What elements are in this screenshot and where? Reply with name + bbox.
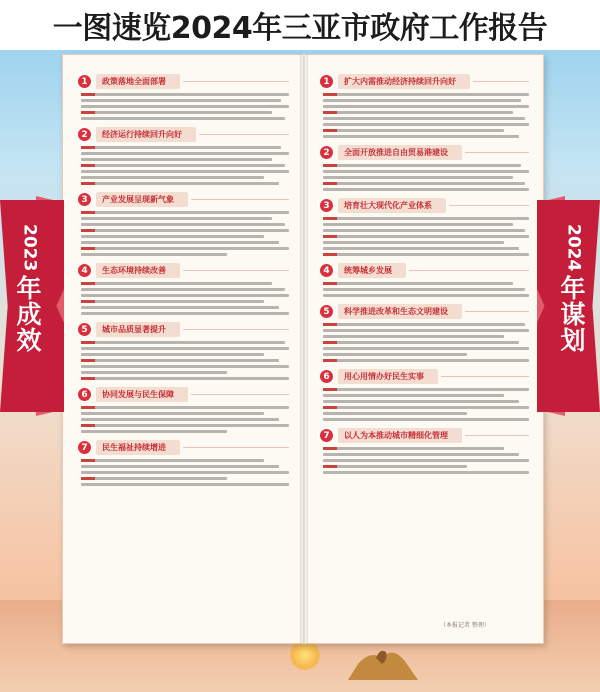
text-line xyxy=(323,282,513,285)
text-line xyxy=(323,123,529,126)
text-line xyxy=(323,418,529,421)
text-line xyxy=(81,111,272,114)
section-header xyxy=(77,439,289,456)
section-body-text xyxy=(319,323,529,362)
section-body-text xyxy=(319,93,529,138)
text-line xyxy=(81,353,264,356)
text-line xyxy=(81,294,289,297)
report-section xyxy=(319,144,529,191)
text-line xyxy=(81,217,272,220)
section-number-badge: 2 xyxy=(77,127,92,142)
section-body-text xyxy=(319,282,529,297)
right-ribbon-char: 谋 xyxy=(560,300,586,330)
text-line xyxy=(323,105,529,108)
text-line xyxy=(323,335,504,338)
text-line xyxy=(323,459,529,462)
section-number-badge: 5 xyxy=(319,304,334,319)
text-line xyxy=(323,129,504,132)
section-number-badge: 7 xyxy=(319,428,334,443)
section-body-text xyxy=(319,388,529,421)
right-ribbon-text xyxy=(558,224,588,354)
text-line xyxy=(323,359,529,362)
text-line xyxy=(323,471,529,474)
section-body-text xyxy=(77,93,289,120)
text-line xyxy=(81,347,289,350)
text-line xyxy=(323,253,529,256)
text-line xyxy=(81,471,289,474)
text-line xyxy=(81,412,264,415)
text-line xyxy=(81,465,279,468)
left-ribbon-char: 成 xyxy=(16,300,42,330)
section-number-badge: 4 xyxy=(319,263,334,278)
text-line xyxy=(323,353,467,356)
left-ribbon-year: 2023 xyxy=(19,224,40,272)
section-title: 民生福祉持续增进 xyxy=(96,440,180,455)
section-body-text xyxy=(319,447,529,474)
section-header xyxy=(319,427,529,444)
text-line xyxy=(323,406,529,409)
text-line xyxy=(323,170,529,173)
title-banner xyxy=(0,0,600,50)
section-body-text xyxy=(319,217,529,256)
text-line xyxy=(81,99,281,102)
text-line xyxy=(81,406,289,409)
text-line xyxy=(81,371,227,374)
text-line xyxy=(323,241,504,244)
text-line xyxy=(81,341,285,344)
text-line xyxy=(323,347,529,350)
text-line xyxy=(81,247,289,250)
section-header xyxy=(77,191,289,208)
section-divider xyxy=(465,311,529,312)
text-line xyxy=(81,211,289,214)
text-line xyxy=(81,229,289,232)
text-line xyxy=(323,247,519,250)
section-header xyxy=(319,303,529,320)
text-line xyxy=(81,235,264,238)
left-ribbon-text xyxy=(14,224,44,354)
section-divider xyxy=(465,152,529,153)
section-divider xyxy=(449,205,529,206)
section-number-badge: 7 xyxy=(77,440,92,455)
section-number-badge: 1 xyxy=(77,74,92,89)
section-title: 以人为本推动城市精细化管理 xyxy=(338,428,462,443)
section-title: 生态环境持续改善 xyxy=(96,263,180,278)
section-title: 全面开放推进自由贸易港建设 xyxy=(338,145,462,160)
text-line xyxy=(81,182,279,185)
report-section xyxy=(319,262,529,297)
report-section xyxy=(319,197,529,256)
section-body-text xyxy=(77,459,289,486)
text-line xyxy=(81,312,289,315)
section-divider xyxy=(183,447,289,448)
section-number-badge: 4 xyxy=(77,263,92,278)
text-line xyxy=(81,424,289,427)
section-header xyxy=(319,73,529,90)
right-ribbon-char: 年 xyxy=(560,274,586,304)
text-line xyxy=(81,164,285,167)
text-line xyxy=(81,282,272,285)
section-title: 统筹城乡发展 xyxy=(338,263,406,278)
report-section xyxy=(319,368,529,421)
section-header xyxy=(77,262,289,279)
section-body-text xyxy=(77,282,289,315)
text-line xyxy=(323,217,529,220)
section-divider xyxy=(199,134,289,135)
report-section xyxy=(77,439,289,486)
left-page-2023 xyxy=(62,54,304,644)
text-line xyxy=(81,105,289,108)
text-line xyxy=(323,164,521,167)
text-line xyxy=(81,117,285,120)
section-header xyxy=(319,262,529,279)
text-line xyxy=(81,170,289,173)
report-section xyxy=(77,262,289,315)
text-line xyxy=(81,288,285,291)
section-title: 培育壮大现代化产业体系 xyxy=(338,198,446,213)
section-header xyxy=(77,386,289,403)
section-divider xyxy=(473,81,529,82)
text-line xyxy=(81,483,289,486)
section-title: 城市品质显著提升 xyxy=(96,322,180,337)
text-line xyxy=(323,223,513,226)
section-body-text xyxy=(77,406,289,433)
report-section xyxy=(319,73,529,138)
text-line xyxy=(81,377,289,380)
section-divider xyxy=(465,435,529,436)
section-header xyxy=(77,321,289,338)
section-body-text xyxy=(77,341,289,380)
section-divider xyxy=(183,329,289,330)
text-line xyxy=(323,400,519,403)
section-header xyxy=(77,73,289,90)
section-divider xyxy=(183,270,289,271)
text-line xyxy=(81,418,279,421)
text-line xyxy=(323,465,467,468)
text-line xyxy=(323,388,529,391)
section-number-badge: 3 xyxy=(319,198,334,213)
text-line xyxy=(323,329,529,332)
footer-credit: （本报记者 整理） xyxy=(440,622,490,629)
section-title: 协同发展与民生保障 xyxy=(96,387,188,402)
text-line xyxy=(323,341,519,344)
section-number-badge: 2 xyxy=(319,145,334,160)
report-section xyxy=(77,73,289,120)
section-divider xyxy=(191,199,289,200)
text-line xyxy=(323,453,519,456)
text-line xyxy=(323,288,525,291)
text-line xyxy=(81,152,289,155)
text-line xyxy=(323,229,525,232)
text-line xyxy=(323,323,525,326)
section-title: 科学推进改革和生态文明建设 xyxy=(338,304,462,319)
text-line xyxy=(323,176,513,179)
section-header xyxy=(319,197,529,214)
report-section xyxy=(319,427,529,474)
text-line xyxy=(323,93,529,96)
text-line xyxy=(323,135,519,138)
report-section xyxy=(77,191,289,256)
left-ribbon-char: 年 xyxy=(16,274,42,304)
text-line xyxy=(323,235,529,238)
section-header xyxy=(77,126,289,143)
text-line xyxy=(81,300,264,303)
text-line xyxy=(81,146,281,149)
report-section xyxy=(77,126,289,185)
text-line xyxy=(81,430,227,433)
report-section xyxy=(77,386,289,433)
text-line xyxy=(81,359,279,362)
text-line xyxy=(323,188,529,191)
section-divider xyxy=(409,270,529,271)
section-title: 产业发展呈现新气象 xyxy=(96,192,188,207)
sunset-sun xyxy=(290,640,320,670)
book-spine xyxy=(300,54,308,644)
section-divider xyxy=(441,376,529,377)
section-number-badge: 6 xyxy=(77,387,92,402)
section-title: 政策落地全面部署 xyxy=(96,74,180,89)
section-number-badge: 3 xyxy=(77,192,92,207)
text-line xyxy=(81,93,289,96)
section-number-badge: 1 xyxy=(319,74,334,89)
right-page-2024 xyxy=(304,54,544,644)
text-line xyxy=(323,394,504,397)
text-line xyxy=(323,111,513,114)
section-body-text xyxy=(77,146,289,185)
text-line xyxy=(81,158,272,161)
right-ribbon-year: 2024 xyxy=(563,224,584,272)
report-section xyxy=(77,321,289,380)
text-line xyxy=(81,365,289,368)
section-header xyxy=(319,144,529,161)
section-body-text xyxy=(77,211,289,256)
page-title: 一图速览2024年三亚市政府工作报告 xyxy=(52,11,548,46)
section-body-text xyxy=(319,164,529,191)
text-line xyxy=(323,412,467,415)
section-title: 用心用情办好民生实事 xyxy=(338,369,438,384)
text-line xyxy=(323,294,529,297)
section-divider xyxy=(183,81,289,82)
left-ribbon-char: 效 xyxy=(16,326,42,356)
section-divider xyxy=(191,394,289,395)
text-line xyxy=(323,447,504,450)
text-line xyxy=(323,182,525,185)
right-ribbon-char: 划 xyxy=(560,326,586,356)
section-number-badge: 5 xyxy=(77,322,92,337)
section-number-badge: 6 xyxy=(319,369,334,384)
section-title: 扩大内需推动经济持续回升向好 xyxy=(338,74,470,89)
coast-rock-illustration xyxy=(348,640,418,680)
report-section xyxy=(319,303,529,362)
text-line xyxy=(81,253,227,256)
section-header xyxy=(319,368,529,385)
text-line xyxy=(81,477,227,480)
text-line xyxy=(323,99,521,102)
text-line xyxy=(81,459,264,462)
text-line xyxy=(81,306,279,309)
text-line xyxy=(323,117,525,120)
text-line xyxy=(81,223,285,226)
text-line xyxy=(81,176,264,179)
section-title: 经济运行持续回升向好 xyxy=(96,127,196,142)
text-line xyxy=(81,241,279,244)
